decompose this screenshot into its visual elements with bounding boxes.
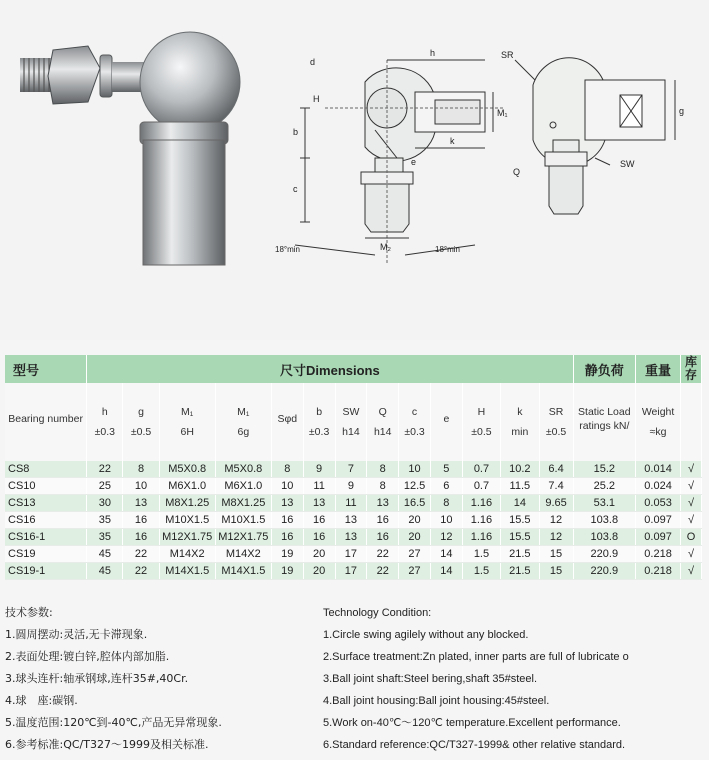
table-cell: 1.16 xyxy=(462,529,500,546)
table-cell: 19 xyxy=(271,546,303,563)
table-cell: 7 xyxy=(335,461,367,478)
column-header xyxy=(636,383,681,461)
table-cell: 103.8 xyxy=(573,529,636,546)
table-cell: 9 xyxy=(303,461,335,478)
column-name: M₁ xyxy=(237,406,250,418)
column-name: g xyxy=(138,406,144,418)
table-cell: 1.16 xyxy=(462,512,500,529)
table-cell: 19 xyxy=(271,563,303,580)
column-name: SR xyxy=(548,406,564,418)
table-cell: 13 xyxy=(271,495,303,512)
column-header xyxy=(367,383,399,461)
table-cell: 45 xyxy=(87,563,123,580)
table-cell: 16 xyxy=(367,512,399,529)
table-cell: √ xyxy=(681,461,702,478)
table-cell: 8 xyxy=(367,461,399,478)
column-name: k xyxy=(517,406,523,418)
column-tolerance: ±0.5 xyxy=(130,426,152,438)
table-cell: 11.5 xyxy=(501,478,539,495)
table-cell: 22 xyxy=(367,546,399,563)
dim-g-label: g xyxy=(679,106,685,116)
column-header xyxy=(681,383,702,461)
table-row xyxy=(5,512,702,529)
column-tolerance: ±0.5 xyxy=(545,426,567,438)
column-tolerance: ±0.3 xyxy=(404,426,425,438)
washer xyxy=(100,55,112,97)
table-cell: CS19-1 xyxy=(5,563,87,580)
column-header xyxy=(430,383,462,461)
note-line: 5.Work on-40℃～120℃ temperature.Excellent performance. xyxy=(323,717,621,729)
table-cell: 11 xyxy=(335,495,367,512)
table-cell: 21.5 xyxy=(501,563,539,580)
table-cell: 6.4 xyxy=(539,461,573,478)
table-cell: M5X0.8 xyxy=(159,461,215,478)
table-cell: 14 xyxy=(430,546,462,563)
table-row xyxy=(5,495,702,512)
column-name: b xyxy=(316,406,323,418)
table-cell: √ xyxy=(681,563,702,580)
table-cell: 12 xyxy=(539,512,573,529)
table-cell: 15.2 xyxy=(573,461,636,478)
column-tolerance: ±0.3 xyxy=(94,426,116,438)
table-column-headers xyxy=(5,383,702,461)
column-tolerance: h14 xyxy=(342,426,360,438)
table-cell: 35 xyxy=(87,529,123,546)
table-cell: 11 xyxy=(303,478,335,495)
table-cell: 0.053 xyxy=(636,495,681,512)
note-line: 6.参考标准:QC/T327～1999及相关标准. xyxy=(5,738,209,751)
table-cell: 0.097 xyxy=(636,529,681,546)
dim-h-label: h xyxy=(430,48,436,58)
table-cell: √ xyxy=(681,478,702,495)
column-name: Q xyxy=(378,406,387,418)
table-cell: 25.2 xyxy=(573,478,636,495)
table-cell: 15 xyxy=(539,546,573,563)
table-cell: 9 xyxy=(335,478,367,495)
table-cell: M6X1.0 xyxy=(215,478,271,495)
column-header xyxy=(573,383,636,461)
product-photo xyxy=(8,10,258,270)
table-cell: CS19 xyxy=(5,546,87,563)
table-cell: 0.7 xyxy=(462,461,500,478)
dim-SR-label: SR xyxy=(501,50,514,60)
table-cell: 22 xyxy=(123,546,159,563)
table-row xyxy=(5,461,702,478)
table-cell: 0.024 xyxy=(636,478,681,495)
angle-left-label: 18°min xyxy=(275,245,300,254)
table-row xyxy=(5,529,702,546)
table-cell: 22 xyxy=(87,461,123,478)
column-header xyxy=(5,383,87,461)
table-cell: M12X1.75 xyxy=(215,529,271,546)
table-cell: M10X1.5 xyxy=(159,512,215,529)
table-cell: 16 xyxy=(271,529,303,546)
column-header xyxy=(303,383,335,461)
column-name: M₁ xyxy=(181,406,194,418)
table-cell: 8 xyxy=(123,461,159,478)
table-cell: M8X1.25 xyxy=(215,495,271,512)
technical-drawing xyxy=(265,40,705,270)
table-cell: 6 xyxy=(430,478,462,495)
table-cell: 10 xyxy=(399,461,431,478)
dim-M1-label: M₁ xyxy=(497,108,508,118)
table-cell: 8 xyxy=(271,461,303,478)
table-cell: 0.218 xyxy=(636,546,681,563)
table-cell: M10X1.5 xyxy=(215,512,271,529)
note-line: 6.Standard reference:QC/T327-1999& other relative standard. xyxy=(323,739,626,751)
column-name: h xyxy=(101,406,108,418)
table-cell: 15.5 xyxy=(501,529,539,546)
table-cell: 10 xyxy=(430,512,462,529)
table-cell: 16.5 xyxy=(399,495,431,512)
table-cell: 15.5 xyxy=(501,512,539,529)
table-cell: CS16 xyxy=(5,512,87,529)
table-cell: 12 xyxy=(539,529,573,546)
column-header xyxy=(501,383,539,461)
dim-k-label: k xyxy=(450,136,455,146)
table-cell: 0.014 xyxy=(636,461,681,478)
note-line: 1.圆周摆动:灵活,无卡滞现象. xyxy=(5,628,148,641)
column-header xyxy=(462,383,500,461)
table-cell: 16 xyxy=(123,512,159,529)
table-cell: 14 xyxy=(501,495,539,512)
table-cell: 220.9 xyxy=(573,546,636,563)
column-tolerance: ≈kg xyxy=(649,426,667,438)
table-cell: 14 xyxy=(430,563,462,580)
table-cell: 0.097 xyxy=(636,512,681,529)
notes-chinese xyxy=(5,602,310,756)
product-illustration-area xyxy=(0,0,709,340)
header-weight: 重量 xyxy=(636,355,681,383)
dimensions-table xyxy=(5,355,702,580)
dim-e-label: e xyxy=(411,157,417,167)
column-tolerance: ±0.5 xyxy=(471,426,492,438)
table-cell: 17 xyxy=(335,563,367,580)
column-tolerance: ±0.3 xyxy=(308,426,330,438)
column-header xyxy=(335,383,367,461)
angle-right-label: 18°min xyxy=(435,245,460,254)
table-cell: 16 xyxy=(123,529,159,546)
table-cell: √ xyxy=(681,546,702,563)
table-cell: 5 xyxy=(430,461,462,478)
column-name: Static Load ratings kN/ xyxy=(578,406,631,432)
table-cell: 0.218 xyxy=(636,563,681,580)
table-cell: 0.7 xyxy=(462,478,500,495)
column-name: Bearing number xyxy=(8,413,83,425)
table-cell: CS13 xyxy=(5,495,87,512)
table-cell: CS10 xyxy=(5,478,87,495)
table-row xyxy=(5,478,702,495)
note-line: 5.温度范围:120℃到-40℃,产品无异常现象. xyxy=(5,716,222,729)
table-cell: √ xyxy=(681,512,702,529)
column-tolerance: 6g xyxy=(237,426,250,438)
column-header xyxy=(215,383,271,461)
note-line: 4.Ball joint housing:Ball joint housing:45#steel. xyxy=(323,695,550,707)
table-cell: 16 xyxy=(303,512,335,529)
table-cell: √ xyxy=(681,495,702,512)
table-cell: 103.8 xyxy=(573,512,636,529)
table-cell: M12X1.75 xyxy=(159,529,215,546)
table-body xyxy=(5,461,702,580)
table-cell: 10.2 xyxy=(501,461,539,478)
table-cell: CS8 xyxy=(5,461,87,478)
table-cell: 21.5 xyxy=(501,546,539,563)
table-cell: 27 xyxy=(399,546,431,563)
note-line: 2.Surface treatment:Zn plated, inner parts are full of lubricate o xyxy=(323,651,629,663)
column-header xyxy=(539,383,573,461)
note-line: 4.球 座:碳钢. xyxy=(5,694,78,707)
table-cell: 30 xyxy=(87,495,123,512)
table-cell: 45 xyxy=(87,546,123,563)
dim-c-label: c xyxy=(293,184,298,194)
column-name: H xyxy=(477,406,486,418)
table-cell: 9.65 xyxy=(539,495,573,512)
table-cell: 13 xyxy=(335,529,367,546)
table-cell: 16 xyxy=(271,512,303,529)
table-cell: 7.4 xyxy=(539,478,573,495)
table-cell: 22 xyxy=(123,563,159,580)
table-cell: M5X0.8 xyxy=(215,461,271,478)
ball-socket xyxy=(140,32,240,132)
note-line: Technology Condition: xyxy=(323,607,432,619)
table-cell: 13 xyxy=(335,512,367,529)
note-line: 3.球头连杆:轴承钢球,连杆35#,40Cr. xyxy=(5,672,189,685)
table-cell: M6X1.0 xyxy=(159,478,215,495)
table-cell: 15 xyxy=(539,563,573,580)
table-cell: 8 xyxy=(430,495,462,512)
header-static-load: 静负荷 xyxy=(573,355,636,383)
table-cell: 16 xyxy=(303,529,335,546)
note-line: 1.Circle swing agilely without any blocked. xyxy=(323,629,529,641)
dim-b-label: b xyxy=(293,127,299,137)
table-cell: M8X1.25 xyxy=(159,495,215,512)
table-cell: 10 xyxy=(123,478,159,495)
table-cell: 13 xyxy=(123,495,159,512)
table-cell: 8 xyxy=(367,478,399,495)
header-dimensions: 尺寸Dimensions xyxy=(87,355,573,383)
table-cell: 20 xyxy=(303,546,335,563)
column-name: Weight xyxy=(641,406,675,418)
header-stock: 库存 xyxy=(681,355,702,383)
table-cell: M14X2 xyxy=(215,546,271,563)
table-cell: 25 xyxy=(87,478,123,495)
header-model: 型号 xyxy=(5,355,87,383)
notes-english xyxy=(323,602,709,756)
table-cell: O xyxy=(681,529,702,546)
column-tolerance: min xyxy=(511,426,529,438)
table-cell: 53.1 xyxy=(573,495,636,512)
table-cell: 13 xyxy=(303,495,335,512)
column-name: c xyxy=(411,406,418,418)
column-header xyxy=(399,383,431,461)
dim-M2-label: M₂ xyxy=(380,242,391,252)
column-header xyxy=(159,383,215,461)
table-cell: 27 xyxy=(399,563,431,580)
table-cell: 1.5 xyxy=(462,563,500,580)
table-cell: 20 xyxy=(399,529,431,546)
note-line: 2.表面处理:镀白锌,腔体内部加脂. xyxy=(5,650,170,663)
note-line: 技术参数: xyxy=(5,606,53,619)
table-row xyxy=(5,546,702,563)
column-header xyxy=(123,383,159,461)
table-cell: 10 xyxy=(271,478,303,495)
table-cell: M14X1.5 xyxy=(159,563,215,580)
table-cell: 35 xyxy=(87,512,123,529)
table-cell: 220.9 xyxy=(573,563,636,580)
column-tolerance: h14 xyxy=(373,426,392,438)
column-header xyxy=(87,383,123,461)
column-name: e xyxy=(443,413,450,425)
table-cell: 1.16 xyxy=(462,495,500,512)
column-name: SW xyxy=(342,406,360,418)
table-cell: 22 xyxy=(367,563,399,580)
column-header xyxy=(271,383,303,461)
table-cell: 13 xyxy=(367,495,399,512)
table-cell: 12 xyxy=(430,529,462,546)
dim-H-label: H xyxy=(313,94,320,104)
dim-Q-label: Q xyxy=(513,167,521,177)
table-cell: 16 xyxy=(367,529,399,546)
table-cell: 1.5 xyxy=(462,546,500,563)
table-cell: 20 xyxy=(303,563,335,580)
table-cell: M14X2 xyxy=(159,546,215,563)
hex-nut xyxy=(48,46,100,104)
table-row xyxy=(5,563,702,580)
table-cell: 17 xyxy=(335,546,367,563)
table-cell: 12.5 xyxy=(399,478,431,495)
column-name: Sφd xyxy=(277,413,298,425)
housing-body xyxy=(143,140,225,265)
table-cell: M14X1.5 xyxy=(215,563,271,580)
table-cell: 20 xyxy=(399,512,431,529)
note-line: 3.Ball joint shaft:Steel bering,shaft 35#steel. xyxy=(323,673,538,685)
table-cell: CS16-1 xyxy=(5,529,87,546)
dim-SW-label: SW xyxy=(620,159,635,169)
table-header-cn xyxy=(5,355,702,383)
column-tolerance: 6H xyxy=(180,426,194,438)
dim-d-label: d xyxy=(310,57,316,67)
